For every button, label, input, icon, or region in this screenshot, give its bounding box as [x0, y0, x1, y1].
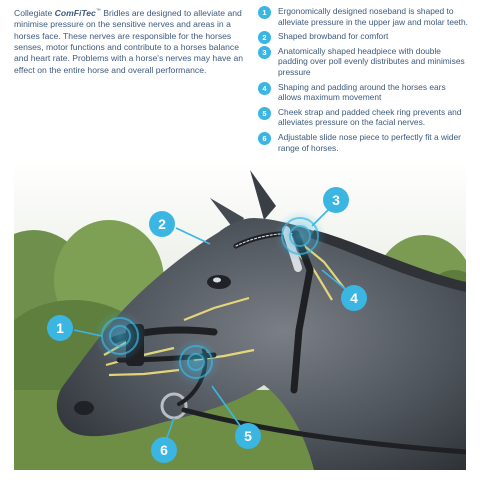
- feature-text: Shaping and padding around the horses ears allows maximum movement: [278, 81, 446, 103]
- feature-list: [258, 6, 468, 157]
- feature-number-badge: 2: [258, 31, 271, 44]
- callout-2: [149, 211, 175, 237]
- feature-number-badge: 5: [258, 107, 271, 120]
- intro-paragraph: [14, 6, 246, 76]
- callout-number: 2: [158, 216, 166, 232]
- callout-6: [151, 437, 177, 463]
- callout-number: 3: [332, 192, 340, 208]
- feature-text: Cheek strap and padded cheek ring prevents and alleviates pressure on the facial nerves.: [278, 106, 462, 128]
- feature-text: Ergonomically designed noseband is shaped to alleviate pressure in the upper jaw and molar teeth.: [278, 6, 468, 27]
- feature-number-badge: 1: [258, 6, 271, 19]
- feature-text: Anatomically shaped headpiece with double padding over poll evenly distributes and minimises pressure: [278, 45, 465, 77]
- feature-item-5: [258, 107, 468, 128]
- feature-text: Shaped browband for comfort: [278, 31, 389, 42]
- callout-4: [341, 285, 367, 311]
- feature-item-4: [258, 82, 468, 103]
- intro-prefix: Collegiate: [14, 7, 55, 18]
- callout-1: [47, 315, 73, 341]
- feature-text: Adjustable slide nose piece to perfectly fit a wider range of horses.: [278, 131, 461, 153]
- horse-illustration: [14, 160, 466, 470]
- intro-body: Bridles are designed to alleviate and minimise pressure on the sensitive nerves and areas in a horses face. These nerves are responsible for the horses senses, motor functions and contribute to a horses balance and heart rate. Problems with a horse's nerves may have an effect on the entire horse and overall performance.: [14, 7, 244, 75]
- callout-number: 5: [244, 428, 252, 444]
- brand-name: ComFiTec: [54, 7, 96, 18]
- trademark-symbol: ™: [95, 8, 101, 14]
- callout-5: [235, 423, 261, 449]
- feature-item-2: [258, 31, 468, 42]
- callout-number: 1: [56, 320, 64, 336]
- feature-item-3: [258, 46, 468, 78]
- callout-number: 4: [350, 290, 358, 306]
- feature-item-6: [258, 132, 468, 153]
- horse-illustration-svg: [14, 160, 466, 470]
- callout-3: [323, 187, 349, 213]
- feature-number-badge: 6: [258, 132, 271, 145]
- feature-number-badge: 4: [258, 82, 271, 95]
- callout-number: 6: [160, 442, 168, 458]
- feature-item-1: [258, 6, 468, 27]
- feature-number-badge: 3: [258, 46, 271, 59]
